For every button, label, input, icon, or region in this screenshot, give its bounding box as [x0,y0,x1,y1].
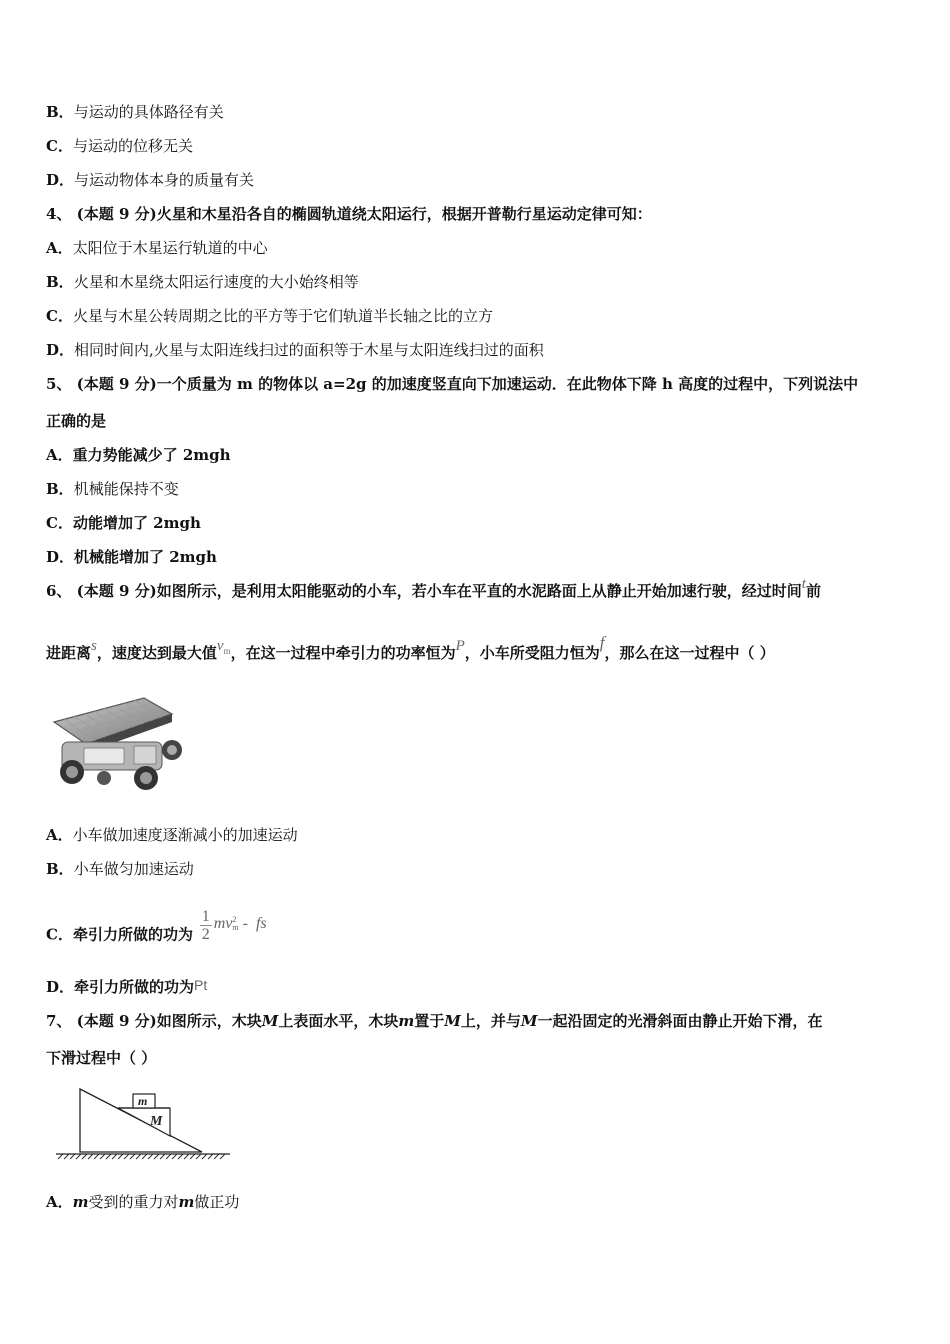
q6-option-b [46,859,194,879]
expr-mv: mv [213,914,233,932]
var-s: s [91,638,97,654]
q4-stem [46,204,652,224]
option-label: B． [46,480,74,498]
power-time-value: Pt [194,977,208,993]
expr-fs: fs [255,914,267,932]
q6-option-a [46,825,298,845]
var-f: f [599,633,605,652]
q7-stem-line2 [46,1048,156,1068]
option-label: C． [46,514,73,532]
option-text: 相同时间内,火星与太阳连线扫过的面积等于木星与太阳连线扫过的面积 [74,341,544,359]
option-text: 重力势能减少了 2mgh [72,446,231,464]
question-text: 置于 [414,1012,445,1030]
question-number: 5、 [46,375,72,393]
option-text: 动能增加了 2mgh [72,514,201,532]
var-v-sub: m [223,646,231,656]
work-expression: mv 2 m - fs [213,914,267,932]
q6-stem-line1 [46,576,821,602]
q5-option-b [46,479,179,499]
question-number: 7、 [46,1012,72,1030]
q7-option-a [46,1192,239,1212]
option-label: C． [46,307,73,325]
question-text: 进距离 [46,644,92,662]
option-label: D． [46,978,75,996]
option-text: 与运动的位移无关 [72,137,193,155]
question-text: (本题 9 分)如图所示，是利用太阳能驱动的小车，若小车在平直的水泥路面上从静止开始加速行驶，经过时间 [76,582,802,600]
block-M [118,1108,170,1136]
option-text: 小车做匀加速运动 [73,860,194,878]
option-text: 火星与木星公转周期之比的平方等于它们轨道半长轴之比的立方 [72,307,493,325]
q6-option-d [46,977,207,997]
expr-sup: 2 [232,914,237,924]
question-number: 6、 [46,582,72,600]
q6-option-c [46,908,267,953]
question-text: (本题 9 分)火星和木星沿各自的椭圆轨道绕太阳运行，根据开普勒行星运动定律可知： [76,205,652,223]
q4-option-b [46,272,359,292]
question-number: 4、 [46,205,72,223]
option-label: A． [46,826,73,844]
question-text: 上，并与 [460,1012,521,1030]
var-M: M [261,1012,279,1030]
question-text: 下滑过程中（ ） [46,1049,157,1067]
option-label: C． [46,925,73,944]
option-text: 机械能增加了 2mgh [74,548,217,566]
var-m: m [178,1193,195,1211]
q5-stem-line1 [46,374,858,394]
option-label: D． [46,548,75,566]
q3-option-b [46,102,224,122]
option-label: A． [46,239,73,257]
q4-option-a [46,238,268,258]
q5-option-a [46,445,231,465]
option-label: D． [46,341,75,359]
var-m: m [72,1193,89,1211]
question-text: (本题 9 分)如图所示，木块 [76,1012,262,1030]
var-m: m [398,1012,415,1030]
question-text: ，在这一过程中牵引力的功率恒为 [230,644,456,662]
option-label: B． [46,860,74,878]
question-text: 上表面水平，木块 [278,1012,399,1030]
question-text: 一起沿固定的光滑斜面由静止开始下滑，在 [537,1012,823,1030]
q5-stem-line2 [46,411,106,431]
var-M: M [444,1012,461,1030]
option-label: B． [46,103,74,121]
var-p: P [455,638,465,654]
question-text: ，小车所受阻力恒为 [464,644,600,662]
question-text: (本题 9 分)一个质量为 m 的物体以 a=2g 的加速度竖直向下加速运动．在此物体下降 h 高度的过程中，下列说法中 [76,375,859,393]
question-text-end: 前 [805,582,821,600]
q3-option-c [46,136,193,156]
option-label: A． [46,446,73,464]
q3-option-d [46,170,254,190]
option-text: 牵引力所做的功为 [72,925,193,944]
q7-stem-line1 [46,1011,823,1031]
option-text: 牵引力所做的功为 [74,978,195,996]
var-v [217,638,231,654]
var-v-letter: v [216,638,224,654]
fraction-denominator: 2 [201,926,210,943]
question-text: 正确的是 [46,412,107,430]
option-text: 小车做加速度逐渐减小的加速运动 [72,826,298,844]
q6-stem-line2 [46,633,775,669]
option-text: 与运动的具体路径有关 [73,103,224,121]
option-text: 做正功 [194,1193,240,1211]
fraction-one-half [200,908,212,943]
option-text: 太阳位于木星运行轨道的中心 [72,239,268,257]
option-text: 与运动物体本身的质量有关 [74,171,255,189]
option-label: D． [46,171,75,189]
label-M: M [150,1114,163,1129]
option-text: 受到的重力对 [88,1193,179,1211]
option-label: B． [46,273,74,291]
question-text: ，速度达到最大值 [96,644,217,662]
var-t: t [801,576,806,592]
q4-option-d [46,340,544,360]
q5-option-d [46,547,217,567]
question-text: ，那么在这一过程中（ ） [604,644,775,662]
option-label: C． [46,137,73,155]
var-M: M [520,1012,538,1030]
block-m [133,1094,155,1108]
solar-car-figure [44,692,189,800]
ground [56,1154,230,1159]
option-text: 火星和木星绕太阳运行速度的大小始终相等 [73,273,359,291]
option-text: 机械能保持不变 [73,480,179,498]
option-label: A． [46,1193,73,1211]
fraction-numerator: 1 [201,908,210,925]
expr-sub: m [232,922,239,932]
q4-option-c [46,306,493,326]
incline-figure [52,1084,234,1164]
label-m: m [138,1094,148,1108]
q5-option-c [46,513,201,533]
